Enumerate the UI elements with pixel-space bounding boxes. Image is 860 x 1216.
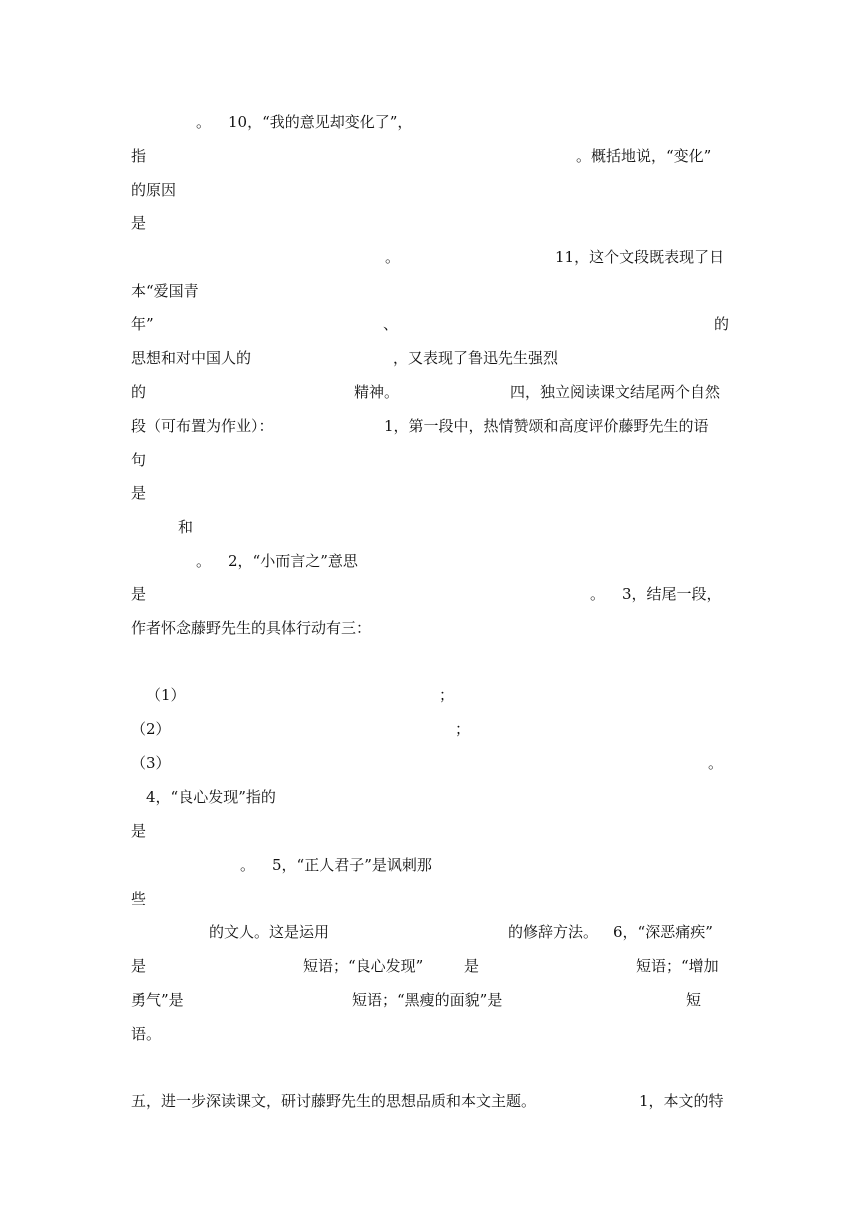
line-text: 作者怀念藤野先生的具体行动有三： [131, 619, 372, 637]
line-text: 的 [131, 383, 147, 401]
line-text: 短语；“良心发现” [303, 957, 424, 975]
text-line-25 [0, 955, 860, 977]
text-line-18 [0, 718, 860, 740]
line-text: 是 [464, 957, 480, 975]
line-text: 1，第一段中，热情赞颂和高度评价藤野先生的语 [384, 417, 709, 435]
line-text: 是 [131, 822, 147, 840]
line-text: 。 [590, 585, 606, 603]
line-text: 段（可布置为作业）： [131, 417, 274, 435]
text-line-5 [0, 246, 860, 268]
text-line-24 [0, 921, 860, 943]
text-line-27 [0, 1023, 860, 1045]
text-line-9 [0, 381, 860, 403]
line-text: ； [439, 686, 455, 704]
text-line-1 [0, 111, 860, 133]
text-line-15 [0, 583, 860, 605]
text-line-16 [0, 617, 860, 639]
text-line-6 [0, 280, 860, 302]
line-text: 、 [383, 315, 399, 333]
line-text: 的原因 [131, 181, 177, 199]
line-text: （1） [146, 686, 186, 704]
line-text: 四，独立阅读课文结尾两个自然 [510, 383, 721, 401]
line-text: 些 [131, 890, 147, 908]
line-text: 2，“小而言之”意思 [228, 552, 358, 570]
line-text: 年” [131, 315, 154, 333]
line-text: 5，“正人君子”是讽刺那 [272, 856, 432, 874]
text-line-3 [0, 179, 860, 201]
line-text: 短语；“增加 [636, 957, 719, 975]
text-line-11 [0, 449, 860, 471]
line-text: 是 [131, 957, 147, 975]
text-line-13 [0, 516, 860, 538]
line-text: 指 [131, 147, 147, 165]
line-text: 是 [131, 484, 147, 502]
text-line-14 [0, 550, 860, 572]
line-text: 6，“深恶痛疾” [613, 923, 713, 941]
text-line-28 [0, 1090, 860, 1112]
line-text: （2） [131, 720, 171, 738]
text-line-7 [0, 313, 860, 335]
line-text: 勇气”是 [131, 991, 184, 1009]
line-text: 的修辞方法。 [508, 923, 599, 941]
line-text: 是 [131, 585, 147, 603]
text-line-4 [0, 212, 860, 234]
text-line-10 [0, 415, 860, 437]
text-line-8 [0, 347, 860, 369]
line-text: 本“爱国青 [131, 282, 199, 300]
line-text: 短 [686, 991, 702, 1009]
line-text: 4，“良心发现”指的 [146, 788, 276, 806]
line-text: 思想和对中国人的 [131, 349, 252, 367]
line-text: 语。 [131, 1025, 162, 1043]
line-text: 的文人。这是运用 [209, 923, 330, 941]
line-text: ，又表现了鲁迅先生强烈 [393, 349, 559, 367]
text-line-26 [0, 989, 860, 1011]
line-text: 的 [714, 315, 730, 333]
text-line-17 [0, 684, 860, 706]
text-line-23 [0, 888, 860, 910]
line-text: （3） [131, 754, 171, 772]
text-line-20 [0, 786, 860, 808]
line-text: 11，这个文段既表现了日 [555, 248, 725, 266]
line-text: 。 [385, 248, 401, 266]
line-text: 10，“我的意见却变化了”， [228, 113, 413, 131]
line-text: 1，本文的特 [639, 1092, 724, 1110]
line-text: 3，结尾一段， [622, 585, 722, 603]
line-text: ； [455, 720, 471, 738]
line-text: 五，进一步深读课文，研讨藤野先生的思想品质和本文主题。 [131, 1092, 537, 1110]
line-text: 是 [131, 214, 147, 232]
line-text: 精神。 [354, 383, 400, 401]
text-line-12 [0, 482, 860, 504]
line-text: 。 [196, 552, 212, 570]
text-line-22 [0, 854, 860, 876]
line-text: 。 [240, 856, 256, 874]
text-line-2 [0, 145, 860, 167]
line-text: 和 [178, 518, 194, 536]
text-line-21 [0, 820, 860, 842]
line-text: 句 [131, 451, 147, 469]
line-text: 短语；“黑瘦的面貌”是 [352, 991, 503, 1009]
text-line-19 [0, 752, 860, 774]
line-text: 。 [196, 113, 212, 131]
line-text: 。 [708, 754, 724, 772]
line-text: 。概括地说，“变化” [576, 147, 712, 165]
